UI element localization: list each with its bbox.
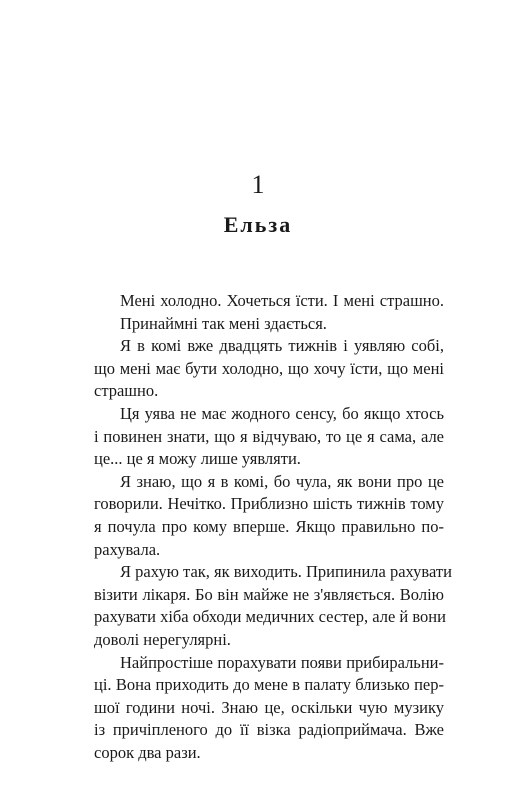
text-line: сорок два рази.	[94, 742, 201, 762]
text-line: рахувала.	[94, 539, 161, 559]
text-line: що мені має бути холодно, що хочу їсти, що мені	[94, 358, 444, 378]
text-line: я почула про кому вперше. Якщо правильно по-	[94, 516, 444, 536]
chapter-title: Ельза	[223, 212, 293, 237]
text-line: Я в комі вже двадцять тижнів і уявляю собі,	[120, 336, 444, 356]
text-line: Найпростіше порахувати появи прибиральни-	[120, 652, 444, 672]
text-line: Я знаю, що я в комі, бо чула, як вони про це	[120, 471, 444, 491]
text-line: доволі нерегулярні.	[94, 629, 231, 649]
text-line: із причіпленого до її візка радіоприймача. Вже	[94, 720, 444, 740]
chapter-body	[94, 290, 452, 764]
text-line: ці. Вона приходить до мене в палату близько пер-	[94, 675, 444, 695]
text-line: і повинен знати, що я відчуваю, то це я сама, але	[94, 426, 444, 446]
text-line: Принаймні так мені здається.	[120, 313, 327, 333]
text-line: говорили. Нечітко. Приблизно шість тижнів тому	[94, 494, 444, 514]
text-line: Мені холодно. Хочеться їсти. І мені страшно.	[120, 291, 444, 310]
text-line: візити лікаря. Бо він майже не з'являється. Волію	[94, 584, 444, 604]
text-line: Я рахую так, як виходить. Припинила рахувати	[120, 562, 452, 582]
text-line: Ця уява не має жодного сенсу, бо якщо хтось	[120, 403, 444, 423]
text-line: це... це я можу лише уявляти.	[94, 449, 301, 469]
chapter-number: 1	[251, 170, 265, 199]
text-line: шої години ночі. Знаю це, оскільки чую музику	[94, 697, 444, 717]
text-line: страшно.	[94, 381, 159, 401]
text-line: рахувати хіба обходи медичних сестер, але й вони	[94, 607, 446, 627]
